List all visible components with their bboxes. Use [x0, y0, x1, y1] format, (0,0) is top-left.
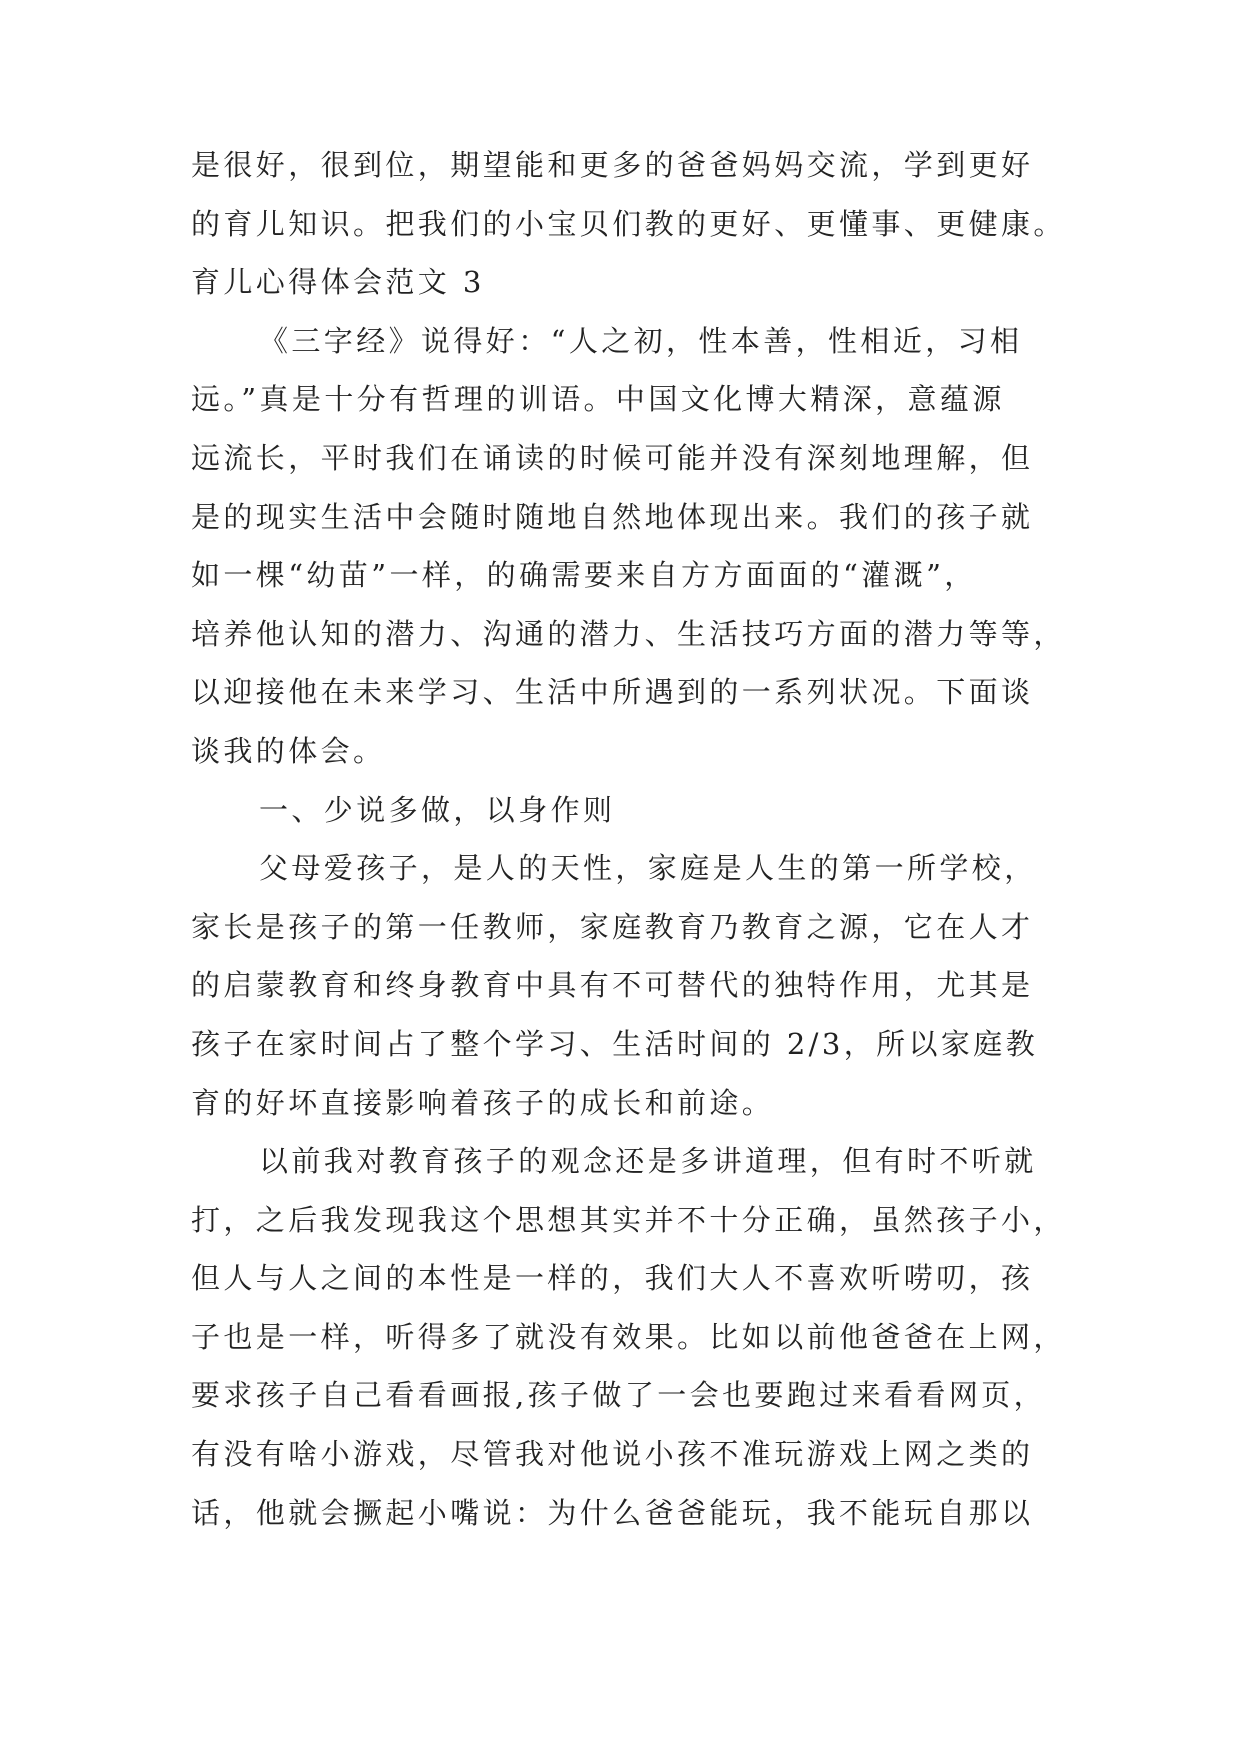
text-line: 有没有啥小游戏，尽管我对他说小孩不准玩游戏上网之类的 — [191, 1437, 1034, 1472]
text-line: 远流长，平时我们在诵读的时候可能并没有深刻地理解，但 — [191, 440, 1034, 475]
subheading: 一、少说多做，以身作则 — [259, 792, 616, 827]
text-line: 培养他认知的潜力、沟通的潜力、生活技巧方面的潜力等等， — [191, 616, 1066, 651]
text-line: 《三字经》说得好：“人之初，性本善，性相近，习相 — [259, 323, 1023, 358]
text-line: 谈我的体会。 — [191, 733, 386, 768]
text-line: 打，之后我发现我这个思想其实并不十分正确，虽然孩子小， — [191, 1202, 1066, 1237]
text-line: 远。”真是十分有哲理的训语。中国文化博大精深，意蕴源 — [191, 382, 1005, 417]
text-line: 是的现实生活中会随时随地自然地体现出来。我们的孩子就 — [191, 499, 1034, 534]
text-line: 家长是孩子的第一任教师，家庭教育乃教育之源，它在人才 — [191, 909, 1034, 944]
text-line: 孩子在家时间占了整个学习、生活时间的 2/3，所以家庭教 — [191, 1026, 1039, 1061]
text-line: 父母爱孩子，是人的天性，家庭是人生的第一所学校， — [259, 851, 1037, 886]
document-body — [191, 136, 1066, 1542]
text-line: 话，他就会撅起小嘴说：为什么爸爸能玩，我不能玩自那以 — [191, 1495, 1034, 1530]
section-heading: 育儿心得体会范文 3 — [191, 265, 485, 300]
text-line: 要求孩子自己看看画报,孩子做了一会也要跑过来看看网页， — [191, 1378, 1047, 1413]
text-line: 是很好，很到位，期望能和更多的爸爸妈妈交流，学到更好 — [191, 148, 1034, 182]
text-line: 以前我对教育孩子的观念还是多讲道理，但有时不听就 — [259, 1144, 1037, 1179]
text-line: 如一棵“幼苗”一样，的确需要来自方方面面的“灌溉”， — [191, 558, 977, 593]
text-line: 的育儿知识。把我们的小宝贝们教的更好、更懂事、更健康。 — [191, 206, 1066, 241]
text-line: 但人与人之间的本性是一样的，我们大人不喜欢听唠叨，孩 — [191, 1261, 1034, 1296]
text-line: 以迎接他在未来学习、生活中所遇到的一系列状况。下面谈 — [191, 675, 1034, 710]
text-line: 的启蒙教育和终身教育中具有不可替代的独特作用，尤其是 — [191, 968, 1034, 1003]
text-line: 子也是一样，听得多了就没有效果。比如以前他爸爸在上网， — [191, 1319, 1066, 1354]
text-line: 育的好坏直接影响着孩子的成长和前途。 — [191, 1085, 775, 1120]
